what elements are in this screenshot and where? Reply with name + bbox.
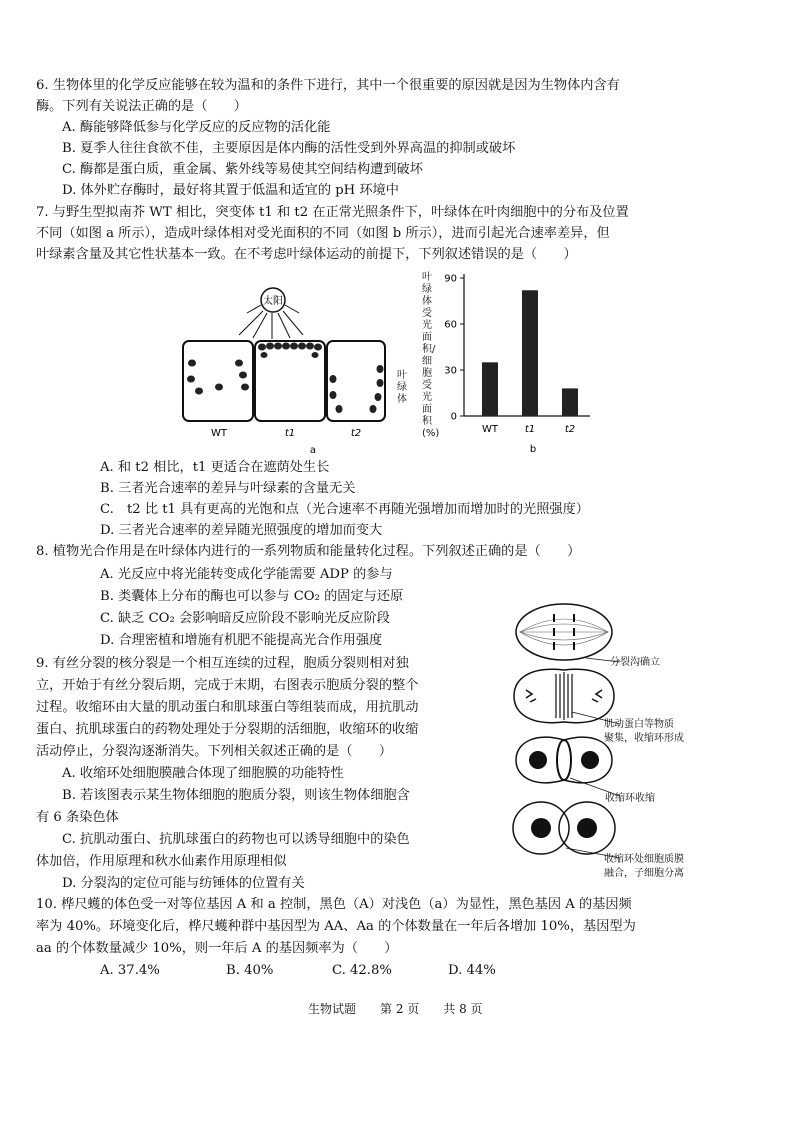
- q7-stem-line1: 7. 与野生型拟南芥 WT 相比，突变体 t1 和 t2 在正常光照条件下，叶绿体在叶肉细胞中的分布及位置: [36, 205, 629, 220]
- q6-stem-line2: 酶。下列有关说法正确的是（ ）: [36, 99, 247, 114]
- chloroplasts-t2: [330, 365, 384, 413]
- figure-b-caption: b: [529, 444, 537, 455]
- stage1-cell: [516, 604, 612, 660]
- chloroplast-label: 叶绿体: [397, 370, 407, 405]
- y-tick-label: 30: [444, 365, 457, 377]
- y-tick-label: 0: [450, 411, 457, 423]
- q9-option-b-line1: B. 若该图表示某生物体细胞的胞质分裂，则该生物体细胞含: [62, 788, 410, 803]
- stage2-cell: [514, 669, 614, 722]
- q7-stem-line2: 不同（如图 a 所示），造成叶绿体相对受光面积的不同（如图 b 所示），进而引起光合速率差异，但: [36, 226, 610, 241]
- x-tick-label-t2: t2: [564, 424, 576, 435]
- figure-a-caption: a: [309, 445, 317, 456]
- y-tick-label: 60: [444, 319, 457, 331]
- fig9-label-fusion-line1: 收缩环处细胞质膜: [604, 854, 684, 865]
- cell-label-t2: t2: [350, 428, 362, 439]
- q9-option-c-line1: C. 抗肌动蛋白、抗肌球蛋白的药物也可以诱导细胞中的染色: [62, 832, 410, 847]
- figure-b-bar-chart: [440, 268, 590, 458]
- chart-y-axis-label: 叶绿体受光面积/细胞受光面积(%): [422, 272, 440, 439]
- fig9-label-contract: 收缩环收缩: [605, 793, 655, 804]
- q9-stem-line4: 蛋白、抗肌球蛋白的药物处理处于分裂期的活细胞，收缩环的收缩: [36, 722, 419, 737]
- bar-t2: [562, 388, 578, 416]
- bar-wt: [482, 362, 498, 416]
- q9-stem-line2: 立，开始于有丝分裂后期，完成于末期，右图表示胞质分裂的整个: [36, 678, 419, 693]
- fig9-label-fusion-line2: 融合，子细胞分离: [604, 868, 684, 879]
- q10-stem-line1: 10. 桦尺蠖的体色受一对等位基因 A 和 a 控制，黑色（A）对浅色（a）为显性，黑色基因 A 的基因频: [36, 897, 632, 912]
- cell-label-wt: WT: [211, 428, 227, 439]
- q6-option-d: D. 体外贮存酶时，最好将其置于低温和适宜的 pH 环境中: [62, 183, 399, 198]
- x-tick-label-wt: WT: [482, 424, 498, 435]
- q10-stem-line2: 率为 40%。环境变化后，桦尺蠖种群中基因型为 AA、Aa 的个体数量在一年后各增加 10%，基因型为: [36, 919, 636, 934]
- stage4-cells: [513, 802, 615, 854]
- q9-stem-line1: 9. 有丝分裂的核分裂是一个相互连续的过程，胞质分裂则相对独: [36, 656, 409, 671]
- q6-stem-line1: 6. 生物体里的化学反应能够在较为温和的条件下进行，其中一个很重要的原因就是因为生物体内含有: [36, 78, 620, 93]
- q9-stem-line5: 活动停止，分裂沟逐渐消失。下列相关叙述正确的是（ ）: [36, 744, 393, 759]
- q8-option-b: B. 类囊体上分布的酶也可以参与 CO₂ 的固定与还原: [100, 589, 404, 604]
- q7-option-b: B. 三者光合速率的差异与叶绿素的含量无关: [100, 481, 356, 496]
- q10-stem-line3: aa 的个体数量减少 10%，则一年后 A 的基因频率为（ ）: [36, 941, 398, 956]
- fig9-label-actin-line1: 肌动蛋白等物质: [604, 719, 674, 730]
- fig9-label-furrow: 分裂沟确立: [610, 657, 660, 668]
- sun-label: 太阳: [263, 296, 283, 307]
- q7-option-a: A. 和 t2 相比，t1 更适合在遮荫处生长: [100, 460, 330, 475]
- q7-stem-line3: 叶绿素含量及其它性状基本一致。在不考虑叶绿体运动的前提下，下列叙述错误的是（ ）: [36, 247, 577, 262]
- q9-option-c-line2: 体加倍，作用原理和秋水仙素作用原理相似: [36, 854, 287, 869]
- q10-option-d: D. 44%: [448, 963, 496, 978]
- q6-option-a: A. 酶能够降低参与化学反应的反应物的活化能: [62, 120, 331, 135]
- q7-option-d: D. 三者光合速率的差异随光照强度的增加而变大: [100, 523, 383, 538]
- q8-stem: 8. 植物光合作用是在叶绿体内进行的一系列物质和能量转化过程。下列叙述正确的是（ ）: [36, 544, 581, 559]
- q10-option-c: C. 42.8%: [332, 963, 392, 978]
- q8-option-a: A. 光反应中将光能转变成化学能需要 ADP 的参与: [100, 567, 393, 582]
- fig9-label-actin-line2: 聚集，收缩环形成: [604, 733, 684, 744]
- figure-a-chloroplast-cells: [175, 283, 420, 458]
- chloroplasts-t1: [258, 343, 322, 359]
- q10-option-a: A. 37.4%: [100, 963, 160, 978]
- y-tick-label: 90: [444, 273, 457, 285]
- q6-option-c: C. 酶都是蛋白质，重金属、紫外线等易使其空间结构遭到破坏: [62, 162, 423, 177]
- chloroplasts-wt: [187, 360, 249, 395]
- q8-option-d: D. 合理密植和增施有机肥不能提高光合作用强度: [100, 633, 383, 648]
- q6-option-b: B. 夏季人往往食欲不佳，主要原因是体内酶的活性受到外界高温的抑制或破坏: [62, 141, 516, 156]
- q10-option-b: B. 40%: [226, 963, 274, 978]
- x-tick-label-t1: t1: [524, 424, 536, 435]
- q8-option-c: C. 缺乏 CO₂ 会影响暗反应阶段不影响光反应阶段: [100, 611, 390, 626]
- cell-label-t1: t1: [284, 428, 296, 439]
- q9-option-a: A. 收缩环处细胞膜融合体现了细胞膜的功能特性: [62, 766, 344, 781]
- q9-option-d: D. 分裂沟的定位可能与纺锤体的位置有关: [62, 876, 305, 891]
- stage3-cell: [516, 737, 612, 783]
- q9-stem-line3: 过程。收缩环由大量的肌动蛋白和肌球蛋白等组装而成，用抗肌动: [36, 700, 419, 715]
- q7-option-c: C. t2 比 t1 具有更高的光饱和点（光合速率不再随光强增加而增加时的光照强度）: [100, 502, 589, 517]
- bar-t1: [522, 290, 538, 416]
- page-footer: 生物试题 第 2 页 共 8 页: [308, 1002, 483, 1016]
- q9-option-b-line2: 有 6 条染色体: [36, 810, 119, 825]
